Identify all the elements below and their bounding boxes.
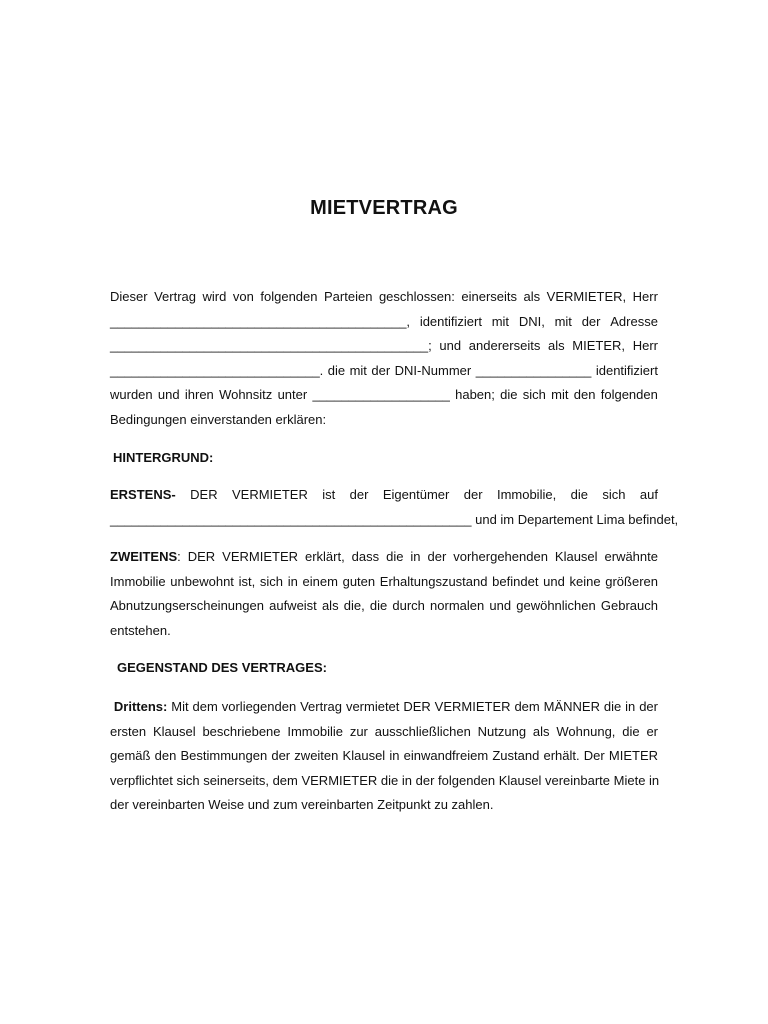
word: mit — [491, 313, 510, 329]
word: einerseits — [461, 289, 517, 304]
word: der — [463, 487, 483, 502]
word: wird — [202, 289, 227, 304]
drittens-paragraph — [110, 695, 658, 818]
word: Eigentümer — [382, 487, 450, 502]
word: als — [523, 289, 541, 304]
word: auf — [639, 487, 658, 502]
zweitens-line-4: entstehen. — [110, 622, 171, 638]
word: geschlossen: — [378, 289, 455, 304]
word: ist — [322, 487, 336, 502]
word: DNI-Nummer — [394, 362, 472, 378]
word: ihren — [184, 387, 214, 403]
word: Adresse — [610, 313, 658, 329]
word: haben; — [455, 387, 495, 403]
zweitens-label: ZWEITENS — [110, 549, 178, 564]
word: DER — [190, 487, 218, 502]
word: von — [232, 289, 254, 304]
word: folgenden — [260, 289, 318, 304]
zweitens-line-1: ZWEITENS: DER VERMIETER erklärt, dass die in der vorhergehenden Klausel erwähnte — [110, 549, 658, 564]
word: und — [157, 387, 180, 403]
intro-line-5 — [110, 383, 658, 408]
drittens-label: Drittens: — [113, 699, 168, 714]
document-title: MIETVERTRAG — [310, 197, 458, 219]
word: identifiziert — [595, 362, 658, 378]
word: ________________ — [475, 362, 592, 378]
word: Dieser — [110, 289, 148, 304]
zweitens-line-3: Abnutzungserscheinungen aufweist als die, die durch normalen und gewöhnlichen Gebrauch — [110, 598, 658, 614]
word: als — [548, 338, 565, 354]
word: unter — [277, 387, 308, 403]
word: Immobilie, — [496, 487, 557, 502]
word: Vertrag — [154, 289, 197, 304]
word: mit — [551, 387, 569, 403]
word: der — [371, 362, 391, 378]
word: andererseits — [468, 338, 541, 354]
word: VERMIETER — [232, 487, 308, 502]
zweitens-line-2: Immobilie unbewohnt ist, sich in einem guten Erhaltungszustand befindet und keine größeren — [110, 573, 658, 589]
erstens-label: ERSTENS- — [110, 487, 176, 502]
word: identifiziert — [419, 313, 482, 329]
drittens-line-4: verpflichtet sich seinerseits, dem VERMIETER die in der folgenden Klausel vereinbarte Miete in — [110, 772, 660, 788]
intro-line-1 — [110, 285, 658, 310]
intro-paragraph — [110, 285, 658, 433]
word: die — [500, 387, 518, 403]
word: sich — [522, 387, 546, 403]
intro-line-3 — [110, 334, 658, 359]
word: sich — [602, 487, 626, 502]
drittens-line-3: gemäß den Bestimmungen der zweiten Klausel in einwandfreiem Zustand erhält. Der MIETER — [110, 748, 658, 764]
intro-line-4 — [110, 359, 658, 384]
word: und — [439, 338, 462, 354]
drittens-line-1: Drittens: Mit dem vorliegenden Vertrag vermietet DER VERMIETER dem MÄNNER die in der — [113, 699, 658, 714]
heading-gegenstand: GEGENSTAND DES VERTRAGES: — [117, 660, 327, 675]
zweitens-paragraph — [110, 545, 658, 643]
word: den — [573, 387, 596, 403]
word: wurden — [110, 387, 153, 403]
heading-hintergrund: HINTERGRUND: — [113, 450, 214, 465]
intro-line-6: Bedingungen einverstanden erklären: — [110, 411, 327, 427]
word: mit — [349, 362, 367, 378]
word: folgenden — [600, 387, 658, 403]
intro-line-2 — [110, 310, 658, 335]
word: der — [349, 487, 369, 502]
word: ___________________ — [312, 387, 450, 403]
erstens-line-2: __________________________________________________ und im Departement Lima befindet, — [110, 511, 679, 527]
word: der — [581, 313, 601, 329]
word: MIETER, — [572, 338, 626, 354]
drittens-line-2: ersten Klausel beschriebene Immobilie zur ausschließlichen Nutzung als Wohnung, die er — [110, 723, 658, 739]
word: VERMIETER, — [546, 289, 627, 304]
drittens-line-5: der vereinbarten Weise und zum vereinbarten Zeitpunkt zu zahlen. — [110, 797, 494, 813]
word: mit — [554, 313, 572, 329]
word: Parteien — [324, 289, 373, 304]
word: Herr — [632, 338, 658, 354]
word: _____________________________. — [110, 362, 324, 378]
word: Herr — [632, 289, 658, 304]
word: die — [570, 487, 588, 502]
word: ____________________________________________; — [110, 338, 432, 354]
word: _________________________________________, — [110, 313, 411, 329]
erstens-line-1 — [110, 483, 658, 508]
word: DNI, — [518, 313, 545, 329]
word: Wohnsitz — [219, 387, 273, 403]
word: die — [327, 362, 346, 378]
erstens-paragraph — [110, 483, 679, 532]
